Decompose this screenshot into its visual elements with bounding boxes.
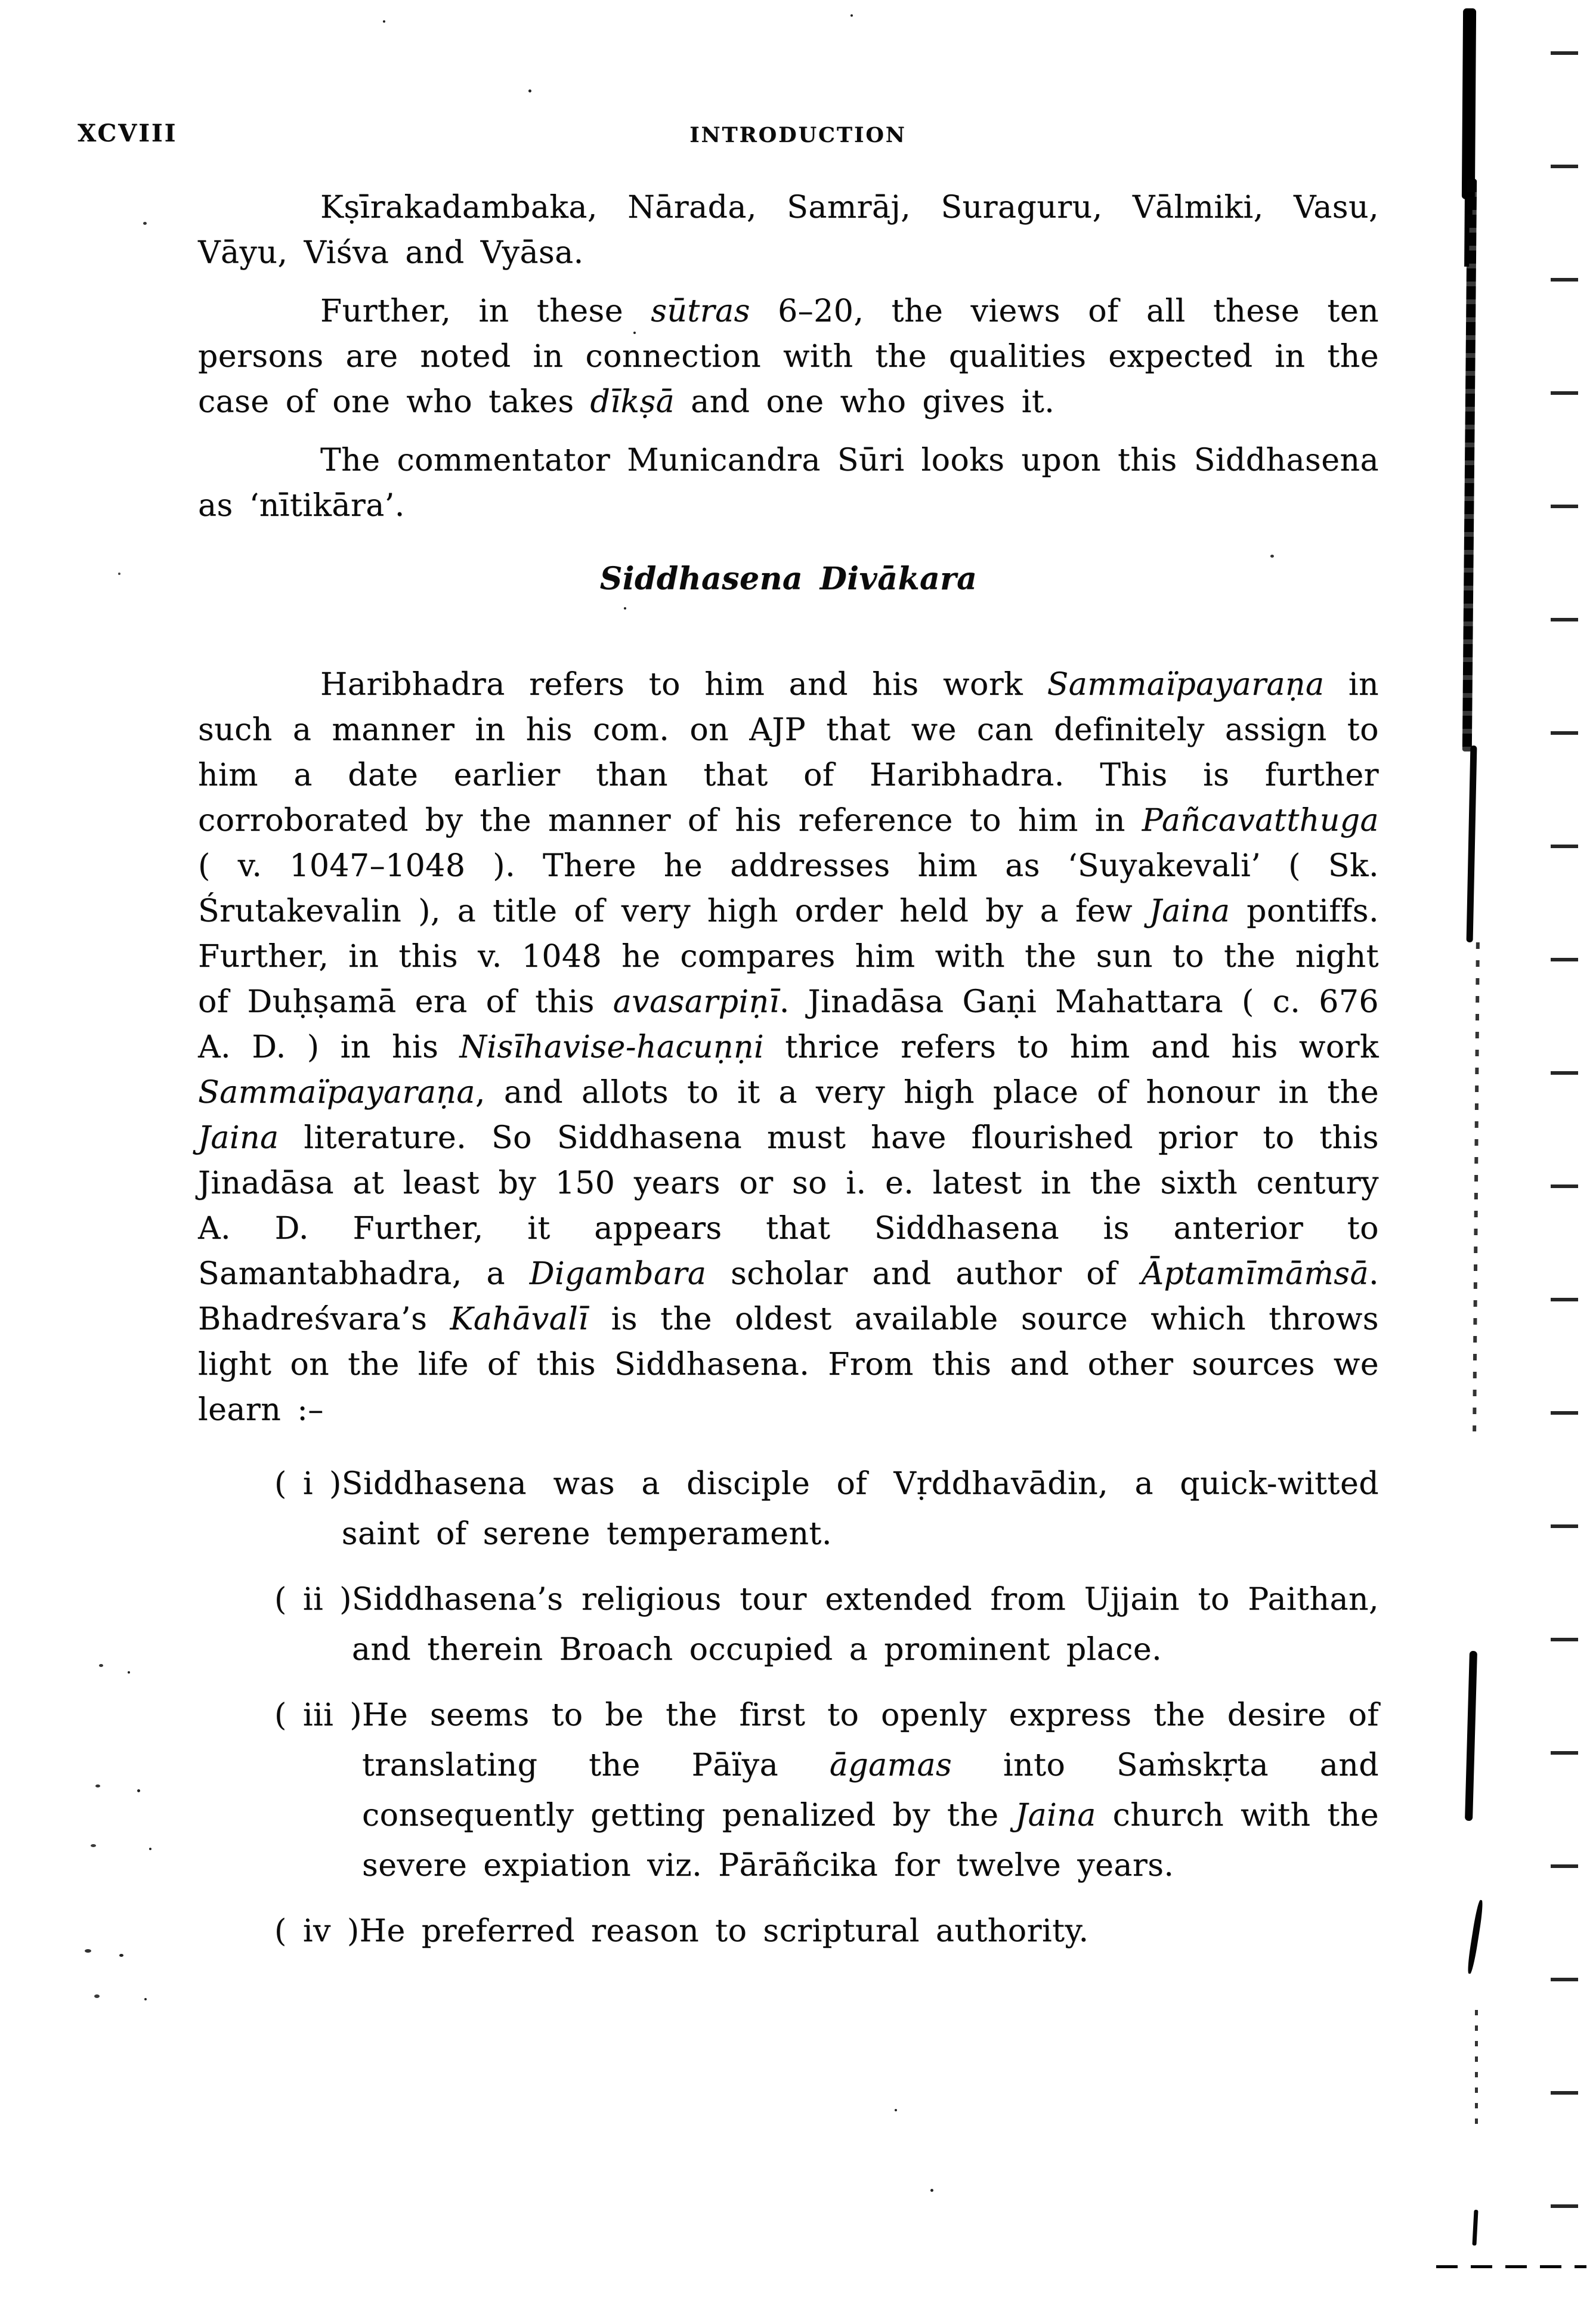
scan-artifact-binding-dots-lower (1475, 2010, 1478, 2132)
text-run: . Jinadāsa Gaṇi Mahattara ( c. 676 A. D. ) in his (198, 984, 1379, 1065)
text-run: church with the severe expiation viz. Pārāñcika for twelve years. (362, 1798, 1379, 1884)
list-marker-i: ( i ) (274, 1466, 342, 1502)
section-heading-siddhasena-divakara (198, 558, 1379, 600)
text-run: He preferred reason to scriptural authority. (359, 1913, 1089, 1949)
text-run: Siddhasena’s religious tour extended from Ujjain to Paithan, and therein Broach occupied a prominent place. (351, 1582, 1379, 1668)
list-text-iii (362, 1690, 1379, 1891)
scan-artifact-bottom-dashes (1436, 2265, 1586, 2268)
italic-text-run: avasarpiṇī (613, 984, 780, 1020)
text-run: is the oldest available source which throws light on the life of this Siddhasena. From this and other sources we learn :– (198, 1301, 1379, 1428)
paragraph-teacher-names (198, 185, 1379, 276)
text-run: thrice refers to him and his work (764, 1029, 1380, 1065)
italic-text-run: Pañcavatthuga (1142, 803, 1379, 839)
text-run: scholar and author of (706, 1256, 1142, 1292)
text-run: . Bhadreśvara’s (198, 1256, 1380, 1337)
italic-text-run: Jaina (198, 1120, 279, 1156)
paragraph-sutras (198, 289, 1379, 425)
ink-speck (383, 20, 385, 23)
ink-speck (143, 222, 147, 225)
text-run: Haribhadra refers to him and his work (320, 667, 1047, 703)
ink-speck (128, 1671, 130, 1674)
text-run: 6–20, the views of all these ten persons are noted in connection with the qualities expected in the case of one who takes (198, 293, 1380, 420)
ink-speck (137, 1789, 140, 1792)
italic-text-run: Jaina (1015, 1798, 1096, 1833)
italic-text-run: Sammaïpayaraṇa (1047, 667, 1325, 703)
italic-text-run: Siddhasena Divākara (599, 561, 978, 597)
list-text-iv (360, 1906, 1379, 1956)
numbered-list (198, 1459, 1379, 1956)
italic-text-run: Āptamīmāṁsā (1141, 1256, 1369, 1292)
ink-speck (528, 89, 531, 92)
paragraph-commentator (198, 438, 1379, 528)
text-run: , and allots to it a very high place of honour in the (475, 1075, 1379, 1111)
text-run: He seems to be the first to openly express the desire of translating the Pāïya (362, 1697, 1379, 1783)
scan-artifact-binding-edge (1462, 179, 1477, 751)
scan-artifact-binding-edge-mid (1467, 746, 1477, 942)
italic-text-run: sūtras (651, 293, 750, 329)
italic-text-run: Digambara (529, 1256, 707, 1292)
list-marker-iii: ( iii ) (274, 1697, 363, 1733)
text-run: and one who gives it. (675, 384, 1055, 420)
text-run: Kṣīrakadambaka, Nārada, Samrāj, Suraguru, Vālmiki, Vasu, Vāyu, Viśva and Vyāsa. (198, 190, 1379, 271)
ink-speck (895, 2109, 897, 2111)
ink-speck (99, 1664, 103, 1667)
italic-text-run: Jaina (1149, 893, 1230, 929)
ink-speck (118, 573, 120, 575)
running-header-title: INTRODUCTION (689, 123, 907, 147)
italic-text-run: Nisīhavise-hacuṇṇi (459, 1029, 765, 1065)
ink-speck (149, 1848, 151, 1850)
ink-speck (91, 1844, 96, 1847)
list-marker-iv: ( iv ) (274, 1913, 360, 1949)
text-run: literature. So Siddhasena must have flourished prior to this Jinadāsa at least by 150 years or so i. e. latest in the sixth century A. D. Further, it appears that Siddhasena is anterior to Samantabhadra, a (198, 1120, 1379, 1292)
list-text-i (342, 1459, 1379, 1559)
scan-artifact-binding-tail (1472, 2210, 1478, 2246)
italic-text-run: āgamas (829, 1748, 952, 1783)
scan-artifact-binding-segment (1465, 1651, 1477, 1821)
text-run: Siddhasena was a disciple of Vṛddhavādin, a quick-witted saint of serene temperament. (341, 1466, 1379, 1552)
ink-speck (94, 1994, 100, 1998)
text-run: pontiffs. Further, in this v. 1048 he compares him with the sun to the night of Duḥṣamā era of this (198, 893, 1379, 1020)
text-run: ( v. 1047–1048 ). There he addresses him as ‘Suyakevali’ ( Sk. Śrutakevalin ), a title of very high order held by a few (198, 848, 1379, 929)
text-run: into Saṁskṛta and consequently getting penalized by the (362, 1748, 1379, 1833)
scan-artifact-binding-dots (1473, 942, 1480, 1431)
list-item-iii (198, 1690, 1379, 1891)
scan-artifact-binding-edge-top (1462, 8, 1476, 199)
italic-text-run: Sammaïpayaraṇa (198, 1075, 475, 1111)
italic-text-run: dīkṣā (590, 384, 675, 420)
scan-artifact-edge-ticks (1551, 51, 1578, 2222)
list-item-i (198, 1459, 1379, 1559)
paragraph-haribhadra (198, 662, 1379, 1433)
text-block (198, 185, 1379, 1956)
list-text-ii (352, 1575, 1379, 1675)
italic-text-run: Kahāvalī (450, 1301, 589, 1337)
list-item-ii (198, 1575, 1379, 1675)
text-run: Further, in these (320, 293, 651, 329)
list-item-iv (198, 1906, 1379, 1956)
list-marker-ii: ( ii ) (274, 1582, 352, 1617)
ink-speck (144, 1998, 147, 2000)
ink-speck (85, 1949, 91, 1953)
ink-speck (95, 1784, 100, 1787)
ink-speck (930, 2189, 933, 2192)
page-number: XCVIII (78, 119, 178, 147)
ink-speck (850, 14, 853, 17)
scan-artifact-binding-hook (1466, 1900, 1484, 1974)
ink-speck (119, 1954, 123, 1957)
text-run: in such a manner in his com. on AJP that we can definitely assign to him a date earlier than that of Haribhadra. This is further corroborated by the manner of his reference to him in (198, 667, 1379, 839)
text-run: The commentator Municandra Sūri looks upon this Siddhasena as ‘nītikāra’. (198, 443, 1379, 524)
